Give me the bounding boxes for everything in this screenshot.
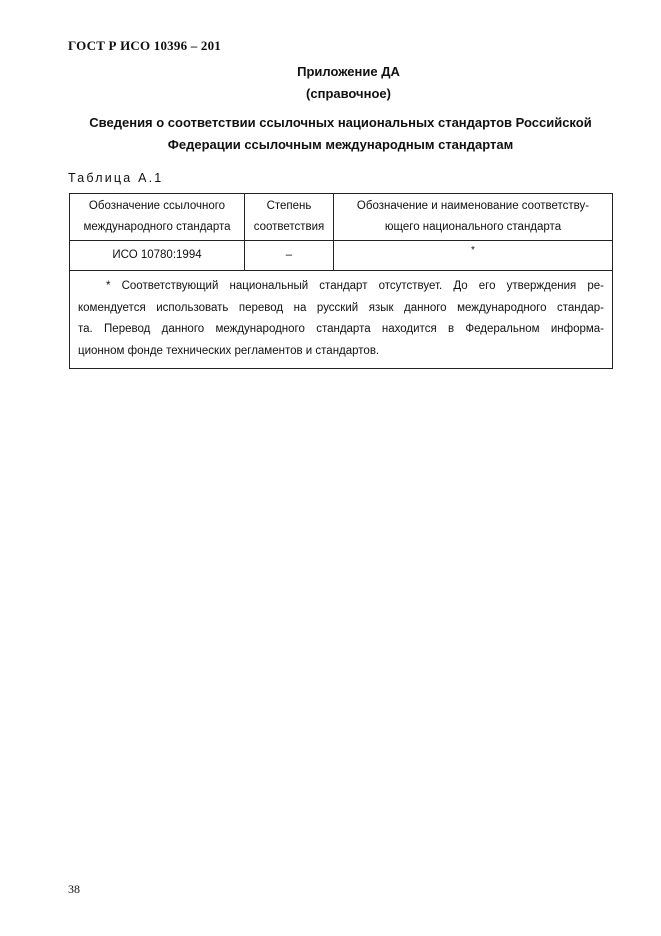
footnote-line: * Соответствующий национальный стандарт отсутствует. До его утверждения ре-: [106, 280, 604, 292]
page-number: 38: [68, 882, 80, 896]
header-cell-line: Обозначение и наименование соответству-: [356, 200, 590, 212]
header-cell-line: Степень: [266, 200, 312, 212]
table-header-row: [70, 194, 613, 241]
table-cell-national-standard: *: [334, 241, 613, 271]
appendix-title: Приложение ДА: [297, 64, 400, 79]
table-footnote: [70, 271, 613, 369]
section-title-line-2: Федерации ссылочным международным стандартам: [167, 137, 514, 152]
correspondence-table: [69, 193, 613, 369]
header-cell-line: ющего национального стандарта: [384, 221, 562, 233]
header-cell-line: Обозначение ссылочного: [88, 200, 226, 212]
table-footnote-row: [70, 271, 613, 369]
footnote-line: ционном фонде технических регламентов и стандартов.: [78, 344, 380, 357]
header-cell-national-standard: [334, 194, 613, 241]
header-cell-reference-standard: [70, 194, 245, 241]
header-cell-line: соответствия: [253, 221, 325, 233]
table-row: [70, 241, 613, 271]
table-cell-conformity-degree: –: [245, 241, 334, 271]
appendix-type: (справочное): [306, 86, 391, 101]
section-title: [68, 112, 613, 156]
header-cell-conformity-degree: [245, 194, 334, 241]
footnote-line: та. Перевод данного международного стандарта находится в Федеральном информа-: [78, 323, 604, 335]
document-header-code: ГОСТ Р ИСО 10396 – 201: [68, 38, 221, 53]
table-cell-reference-standard: ИСО 10780:1994: [70, 241, 245, 271]
header-cell-line: международного стандарта: [83, 221, 231, 233]
table-caption: Таблица А.1: [68, 171, 164, 185]
footnote-line: комендуется использовать перевод на русский язык данного международного стандар-: [78, 301, 604, 314]
section-title-line-1: Сведения о соответствии ссылочных национальных стандартов Российской: [89, 115, 592, 130]
